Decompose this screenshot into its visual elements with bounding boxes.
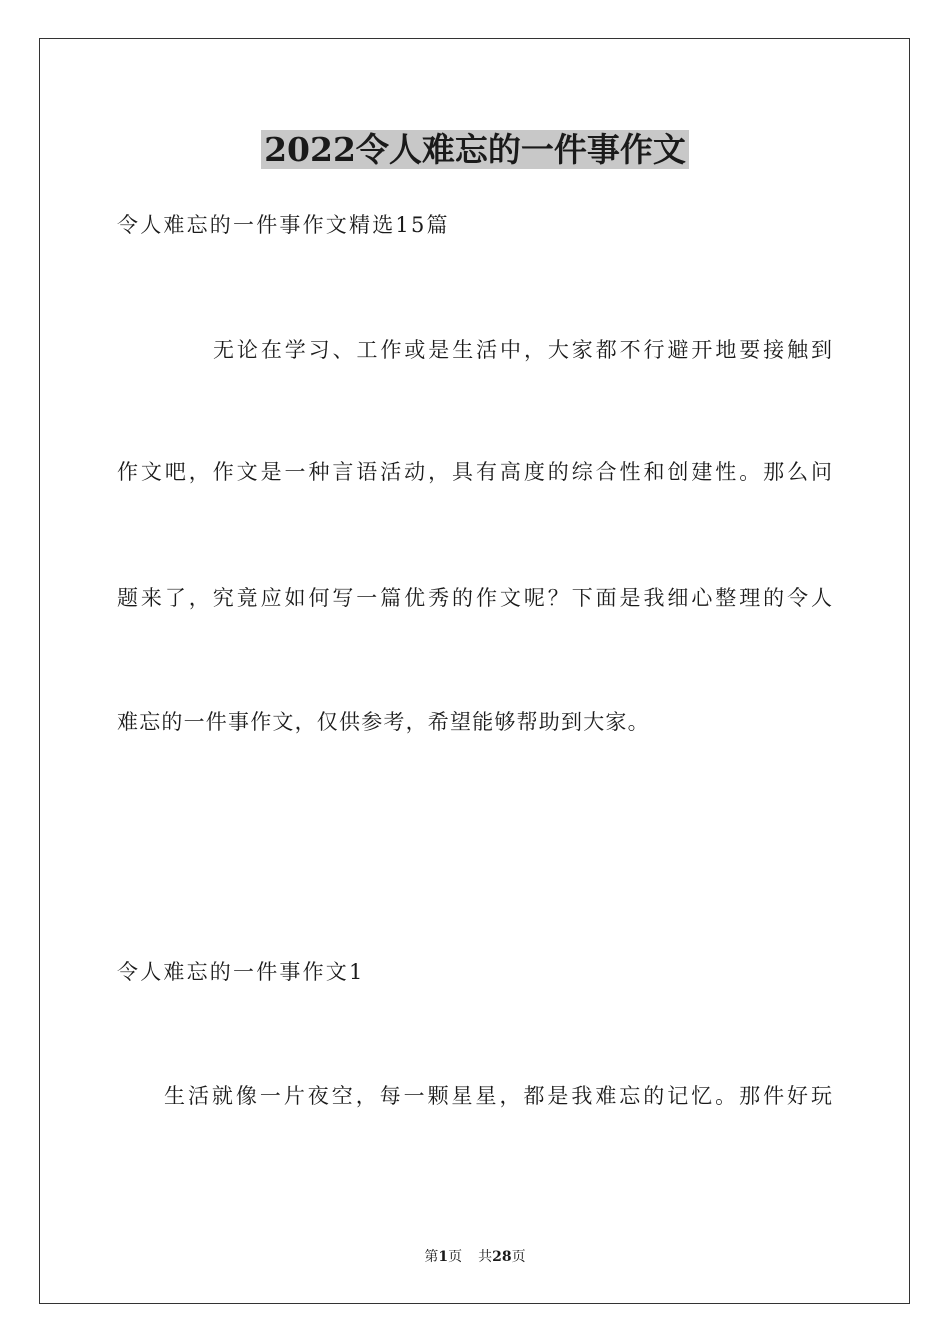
document-title xyxy=(0,124,950,176)
intro-line-4: 难忘的一件事作文，仅供参考，希望能够帮助到大家。 xyxy=(117,710,650,734)
footer-page-number: 1 xyxy=(438,1249,449,1265)
section-paragraph-line-1: 生活就像一片夜空，每一颗星星，都是我难忘的记忆。那件好玩 xyxy=(164,1084,832,1108)
page-footer xyxy=(0,1247,950,1267)
footer-total-prefix: 共 xyxy=(478,1249,493,1265)
footer-page-suffix: 页 xyxy=(448,1249,463,1265)
intro-line-3: 题来了，究竟应如何写一篇优秀的作文呢？下面是我细心整理的令人 xyxy=(117,586,832,610)
intro-line-1: 无论在学习、工作或是生活中，大家都不行避开地要接触到 xyxy=(213,338,832,362)
section-heading: 令人难忘的一件事作文1 xyxy=(117,960,365,984)
document-title-text: 2022令人难忘的一件事作文 xyxy=(261,130,689,169)
intro-line-2: 作文吧，作文是一种言语活动，具有高度的综合性和创建性。那么问 xyxy=(117,460,832,484)
footer-total-suffix: 页 xyxy=(511,1249,526,1265)
document-subtitle: 令人难忘的一件事作文精选15篇 xyxy=(117,213,450,237)
footer-total-pages: 28 xyxy=(492,1249,512,1265)
footer-page-prefix: 第 xyxy=(424,1249,439,1265)
